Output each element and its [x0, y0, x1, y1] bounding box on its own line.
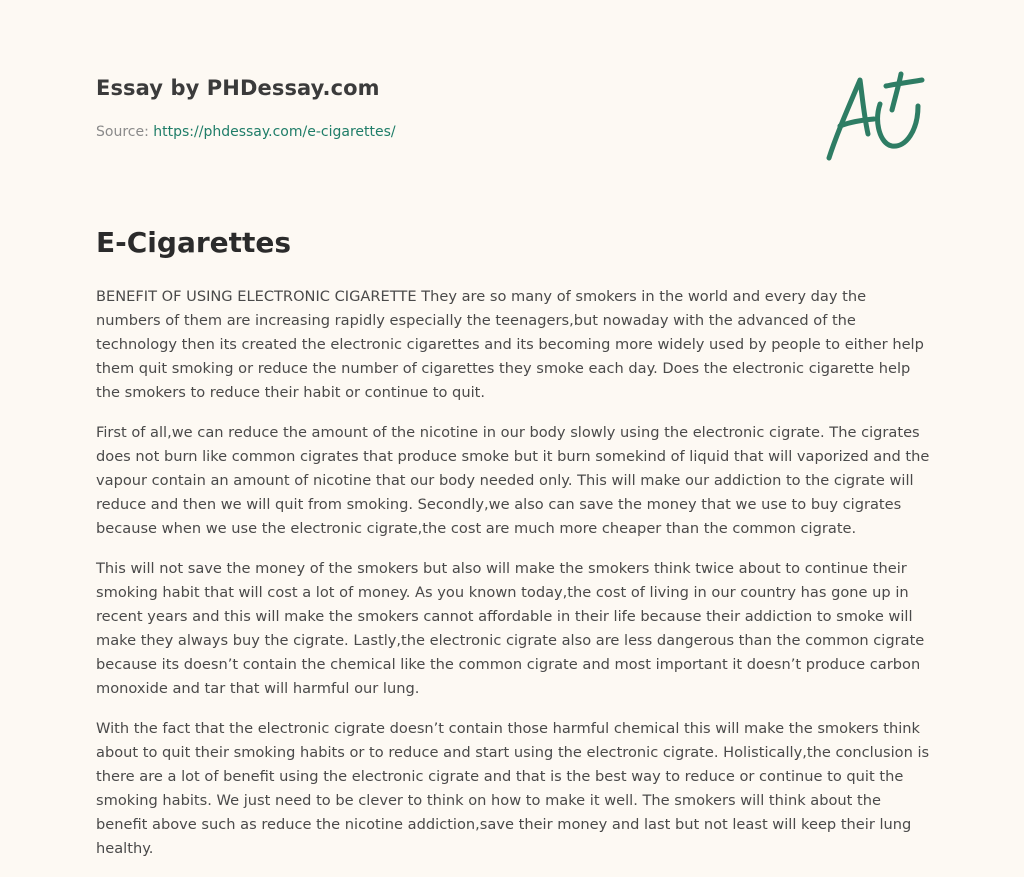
- source-line: [96, 124, 396, 140]
- essay-paragraph: BENEFIT OF USING ELECTRONIC CIGARETTE They are so many of smokers in the world and every day the numbers of them are increasing rapidly especially the teenagers,but nowaday with the advanced of the technology then its created the electronic cigarettes and its becoming more widely used by people to either help them quit smoking or reduce the number of cigarettes they smoke each day. Does the electronic cigarette help the smokers to reduce their habit or continue to quit.: [96, 288, 924, 401]
- site-title: Essay by PHDessay.com: [96, 76, 380, 100]
- essay-title: E-Cigarettes: [96, 226, 292, 259]
- essay-body: [96, 285, 932, 877]
- essay-paragraph: This will not save the money of the smokers but also will make the smokers think twice about to continue their smoking habit that will cost a lot of money. As you known today,the cost of living in our country has gone up in recent years and this will make the smokers cannot affordable in their life because their addiction to smoke will make they always buy the cigrate. Lastly,the electronic cigrate also are less dangerous than the common cigrate because its doesn’t contain the chemical like the common cigrate and most important it doesn’t produce carbon monoxide and tar that will harmful our lung.: [96, 560, 925, 697]
- essay-paragraph: First of all,we can reduce the amount of the nicotine in our body slowly using the electronic cigrate. The cigrates does not burn like common cigrates that produce smoke but it burn somekind of liquid that will vaporized and the vapour contain an amount of nicotine that our body needed only. This will make our addiction to the cigrate will reduce and then we will quit from smoking. Secondly,we also can save the money that we use to buy cigrates because when we use the electronic cigrate,the cost are much more cheaper than the common cigrate.: [96, 424, 930, 537]
- source-link[interactable]: https://phdessay.com/e-cigarettes/: [153, 124, 396, 140]
- source-label: Source:: [96, 124, 154, 140]
- essay-paragraph: With the fact that the electronic cigrate doesn’t contain those harmful chemical this will make the smokers think about to quit their smoking habits or to reduce and start using the electronic cigrate. Holistically,the conclusion is there are a lot of benefit using the electronic cigrate and that is the best way to reduce or continue to quit the smoking habits. We just need to be clever to think on how to make it well. The smokers will think about the benefit above such as reduce the nicotine addiction,save their money and last but not least will keep their lung healthy.: [96, 720, 930, 857]
- a-plus-grade-icon: [822, 68, 928, 164]
